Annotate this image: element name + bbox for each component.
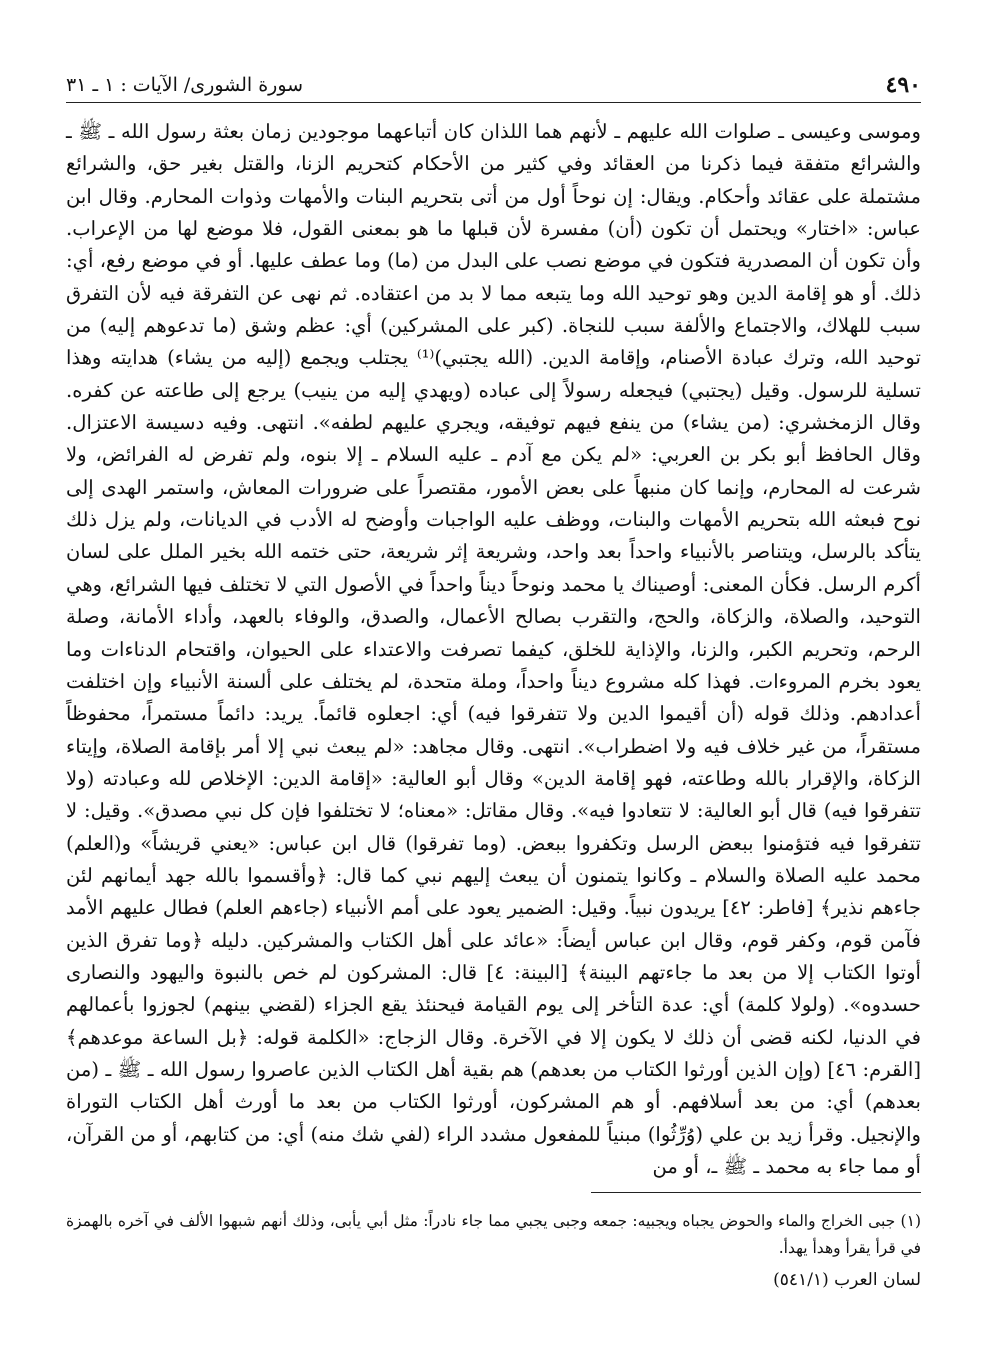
footnote-divider xyxy=(591,1192,921,1193)
main-text xyxy=(66,116,921,1183)
page-number: ٤٩٠ xyxy=(885,72,921,98)
running-title: سورة الشورى/ الآيات : ١ ـ ٣١ xyxy=(66,74,304,96)
body-paragraph: وموسى وعيسى ـ صلوات الله عليهم ـ لأنهم هما اللذان كان أتباعهما موجودين زمان بعثة رسول الله ـ ﷺ ـ والشرائع متفقة فيما ذكرنا من العقائد وفي كثير من الأحكام كتحريم الزنا، والقتل بغير حق، والشرائع مشتملة على عقائد وأحكام. ويقال: إن نوحاً أول من أتى بتحريم البنات والأمهات وذوات المحارم. وقال ابن عباس: «اختار» ويحتمل أن تكون (أن) مفسرة لأن قبلها ما هو بمعنى القول، فلا موضع لها من الإعراب. وأن تكون أن المصدرية فتكون في موضع نصب على البدل من (ما) وما عطف عليها. أو في موضع رفع، أي: ذلك. أو هو إقامة الدين وهو توحيد الله وما يتبعه مما لا بد من اعتقاده. ثم نهى عن التفرقة فيه لأن التفرق سبب للهلاك، والاجتماع والألفة سبب للنجاة. (كبر على المشركين) أي: عظم وشق (ما تدعوهم إليه) من توحيد الله، وترك عبادة الأصنام، وإقامة الدين. (الله يجتبي)⁽¹⁾ يجتلب ويجمع (إليه من يشاء) هدايته وهذا تسلية للرسول. وقيل (يجتبي) فيجعله رسولاً إلى عباده (ويهدي إليه من ينيب) يرجع إلى طاعته عن كفره. وقال الزمخشري: (من يشاء) من ينفع فيهم توفيقه، ويجري عليهم لطفه». انتهى. وفيه دسيسة الاعتزال. وقال الحافظ أبو بكر بن العربي: «لم يكن مع آدم ـ عليه السلام ـ إلا بنوه، ولم تفرض له الفرائض، ولا شرعت له المحارم، وإنما كان منبهاً على بعض الأمور، مقتصراً على ضرورات المعاش، واستمر الهدى إلى نوح فبعثه الله بتحريم الأمهات والبنات، ووظف عليه الواجبات وأوضح له الأدب في الديانات، ولم يزل ذلك يتأكد بالرسل، ويتناصر بالأنبياء واحداً بعد واحد، وشريعة إثر شريعة، حتى ختمه الله بخير الملل على لسان أكرم الرسل. فكأن المعنى: أوصيناك يا محمد ونوحاً ديناً واحداً في الأصول التي لا تختلف فيها الشرائع، وهي التوحيد، والصلاة، والزكاة، والحج، والتقرب بصالح الأعمال، والصدق، والوفاء بالعهد، وأداء الأمانة، وصلة الرحم، وتحريم الكبر، والزنا، والإذاية للخلق، كيفما تصرفت والاعتداء على الحيوان، واقتحام الدناءات وما يعود بخرم المروءات. فهذا كله مشروع ديناً واحداً، وملة متحدة، لم يختلف على ألسنة الأنبياء وإن اختلفت أعدادهم. وذلك قوله (أن أقيموا الدين ولا تتفرقوا فيه) أي: اجعلوه قائماً. يريد: دائماً مستمراً، محفوظاً مستقراً، من غير خلاف فيه ولا اضطراب». انتهى. وقال مجاهد: «لم يبعث نبي إلا أمر بإقامة الصلاة، وإيتاء الزكاة، والإقرار بالله وطاعته، فهو إقامة الدين» وقال أبو العالية: «إقامة الدين: الإخلاص لله وعبادته (ولا تتفرقوا فيه) قال أبو العالية: لا تتعادوا فيه». وقال مقاتل: «معناه؛ لا تختلفوا فإن كل نبي مصدق». وقيل: لا تتفرقوا فيه فتؤمنوا ببعض الرسل وتكفروا ببعض. (وما تفرقوا) قال ابن عباس: «يعني قريشاً» و(العلم) محمد عليه الصلاة والسلام ـ وكانوا يتمنون أن يبعث إليهم نبي كما قال: ﴿وأقسموا بالله جهد أيمانهم لئن جاءهم نذير﴾ [فاطر: ٤٢] يريدون نبياً. وقيل: الضمير يعود على أمم الأنبياء (جاءهم العلم) فطال عليهم الأمد فآمن قوم، وكفر قوم، وقال ابن عباس أيضاً: «عائد على أهل الكتاب والمشركين. دليله ﴿وما تفرق الذين أوتوا الكتاب إلا من بعد ما جاءتهم البينة﴾ [البينة: ٤] قال: المشركون لم خص بالنبوة واليهود والنصارى حسدوه». (ولولا كلمة) أي: عدة التأخر إلى يوم القيامة فيحنئذ يقع الجزاء (لقضي بينهم) لجوزوا بأعمالهم في الدنيا، لكنه قضى أن ذلك لا يكون إلا في الآخرة. وقال الزجاج: «الكلمة قوله: ﴿بل الساعة موعدهم﴾ [القرم: ٤٦] (وإن الذين أورثوا الكتاب من بعدهم) هم بقية أهل الكتاب الذين عاصروا رسول الله ـ ﷺ ـ (من بعدهم) أي: من بعد أسلافهم. أو هم المشركون، أورثوا الكتاب من بعد ما أورث أهل الكتاب التوراة والإنجيل. وقرأ زيد بن علي (وُرِّثُوا) مبنياً للمفعول مشدد الراء (لفي شك منه) أي: من كتابهم، أو من القرآن، أو مما جاء به محمد ـ ﷺ ـ، أو من xyxy=(66,120,921,1178)
footnote-text: (١) جبى الخراج والماء والحوض يجباه ويجبيه: جمعه وجبى يجبي مما جاء نادراً: مثل أبي يأبى، وذلك أنهم شبهوا الألف في آخره بالهمزة في قرأ يقرأ وهدأ يهدأ. xyxy=(66,1212,921,1257)
page-header xyxy=(66,64,921,103)
source-reference: لسان العرب (٥٤١/١) xyxy=(773,1270,921,1290)
footnote xyxy=(66,1208,921,1262)
